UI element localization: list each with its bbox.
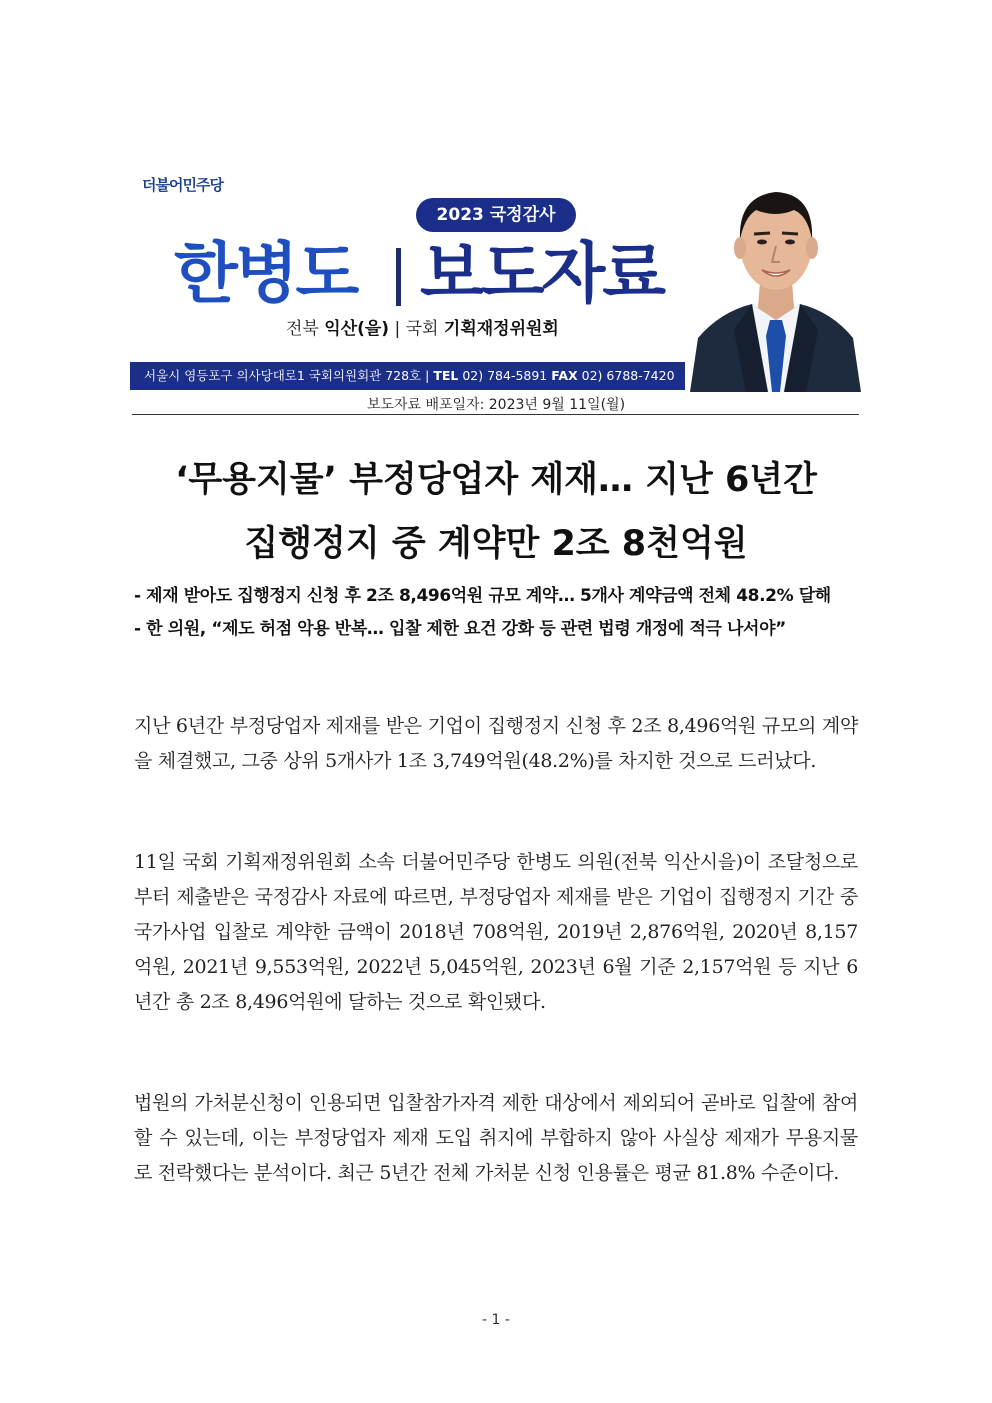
- subline-separator: |: [394, 319, 401, 339]
- body-paragraph-2: 11일 국회 기획재정위원회 소속 더불어민주당 한병도 의원(전북 익산시을)이 조달청으로부터 제출받은 국정감사 자료에 따르면, 부정당업자 제재를 받은 기업이 집행정지 기간 중 국가사업 입찰로 계약한 금액이 2018년 708억원, 2019년 2,876억원, 2020년 8,157억원, 2021년 9,553억원, 2022년 5,045억원, 2023년 6월 기준 2,157억원 등 지난 6년간 총 2조 8,496억원에 달하는 것으로 확인됐다.: [134, 851, 858, 1013]
- body-paragraph-1: 지난 6년간 부정당업자 제재를 받은 기업이 집행정지 신청 후 2조 8,496억원 규모의 계약을 체결했고, 그중 상위 5개사가 1조 3,749억원(48.2%)를 차지한 것으로 드러났다.: [134, 715, 858, 772]
- audit-badge: 2023 국정감사: [416, 198, 576, 232]
- headline-line-1: ‘무용지물’ 부정당업자 제재… 지난 6년간: [175, 460, 817, 500]
- document-type-title: 보도자료: [420, 235, 664, 312]
- portrait-illustration: [690, 170, 861, 392]
- lawmaker-name: 한병도: [174, 235, 357, 312]
- headline-line-2: 집행정지 중 계약만 2조 8천억원: [244, 524, 748, 564]
- title-divider: [396, 248, 401, 306]
- assembly: 국회: [405, 319, 439, 339]
- summary-point-1: - 제재 받아도 집행정지 신청 후 2조 8,496억원 규모 계약… 5개사 계약금액 전체 48.2% 달해: [134, 586, 831, 606]
- tel-label: TEL: [433, 368, 459, 383]
- page-number: - 1 -: [482, 1312, 510, 1328]
- committee: 기획재정위원회: [443, 319, 559, 339]
- contact-address-bar: [130, 362, 685, 390]
- region: 전북: [286, 319, 319, 339]
- party-logo: 더불어민주당: [142, 176, 223, 194]
- header-rule: [132, 414, 859, 415]
- district: 익산(을): [324, 319, 390, 339]
- office-address: 서울시 영등포구 의사당대로1 국회의원회관 728호 |: [144, 368, 430, 383]
- body-paragraph-3: 법원의 가처분신청이 인용되면 입찰참가자격 제한 대상에서 제외되어 곧바로 입찰에 참여할 수 있는데, 이는 부정당업자 제재 도입 취지에 부합하지 않아 사실상 제재가 무용지물로 전락했다는 분석이다. 최근 5년간 전체 가처분 신청 인용률은 평균 81.8% 수준이다.: [134, 1092, 859, 1184]
- fax-label: FAX: [551, 368, 578, 383]
- district-committee-line: [286, 314, 559, 339]
- lawmaker-portrait: [690, 170, 861, 392]
- summary-point-2: - 한 의원, “제도 허점 악용 반복… 입찰 제한 요건 강화 등 관련 법령 개정에 적극 나서야”: [134, 619, 786, 639]
- fax-number: 02) 6788-7420: [581, 368, 675, 383]
- tel-number: 02) 784-5891: [462, 368, 548, 383]
- release-date: 보도자료 배포일자: 2023년 9월 11일(월): [366, 397, 626, 413]
- header-banner: [130, 168, 861, 393]
